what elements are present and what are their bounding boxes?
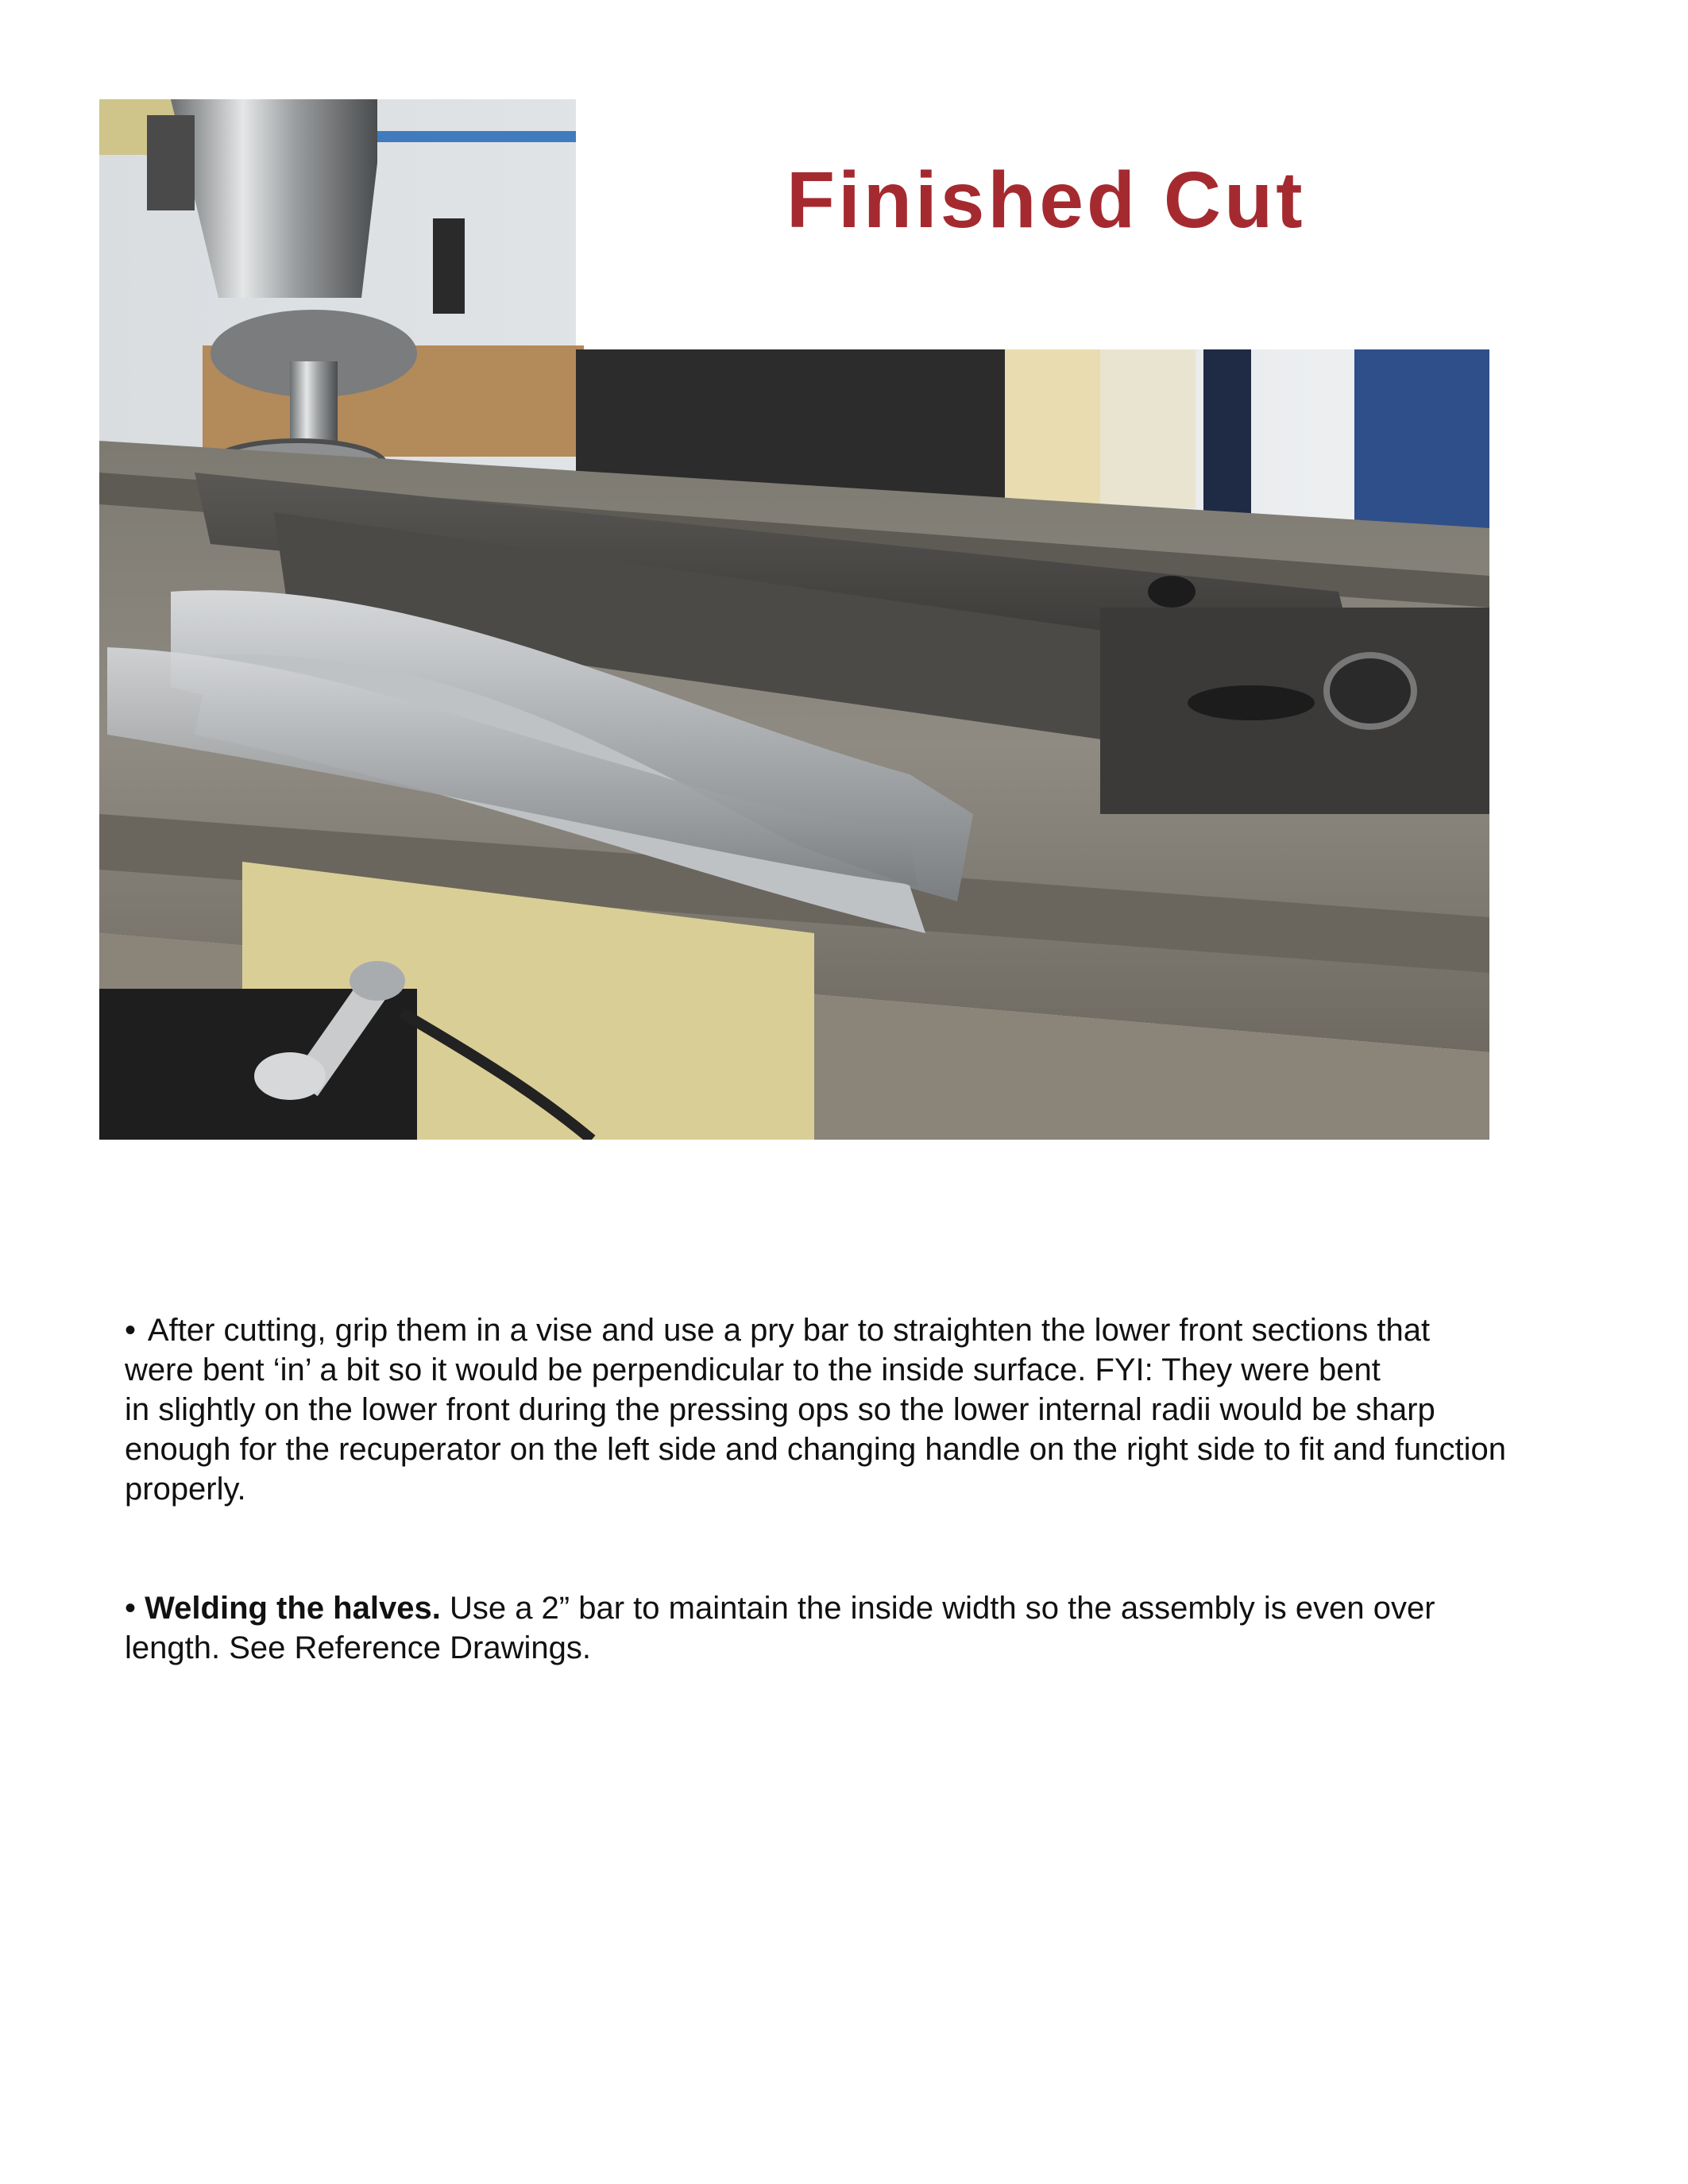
paragraph-line — [125, 1310, 1594, 1350]
paragraph-text: After cutting, grip them in a vise and use a pry bar to straighten the lower front sections that — [147, 1313, 1431, 1348]
page-title: Finished Cut — [786, 156, 1306, 245]
paragraph-line: enough for the recuperator on the left side and changing handle on the right side to fit and function — [125, 1432, 1507, 1467]
paragraph-line: properly. — [125, 1472, 246, 1507]
instruction-paragraph-straighten — [125, 1310, 1594, 1509]
instruction-paragraph-welding — [125, 1588, 1594, 1668]
paragraph-line: were bent ‘in’ a bit so it would be perpendicular to the inside surface. FYI: They were bent — [125, 1352, 1381, 1387]
paragraph-line: in slightly on the lower front during the pressing ops so the lower internal radii would be sharp — [125, 1392, 1435, 1427]
milling-machine-photo — [99, 99, 1489, 1140]
bullet: • — [125, 1313, 137, 1348]
bullet: • — [125, 1591, 137, 1626]
paragraph-line: length. See Reference Drawings. — [125, 1630, 591, 1665]
paragraph-text: Use a 2” bar to maintain the inside width so the assembly is even over — [440, 1591, 1435, 1626]
paragraph-line — [125, 1588, 1594, 1628]
welding-heading: Welding the halves. — [145, 1591, 441, 1626]
